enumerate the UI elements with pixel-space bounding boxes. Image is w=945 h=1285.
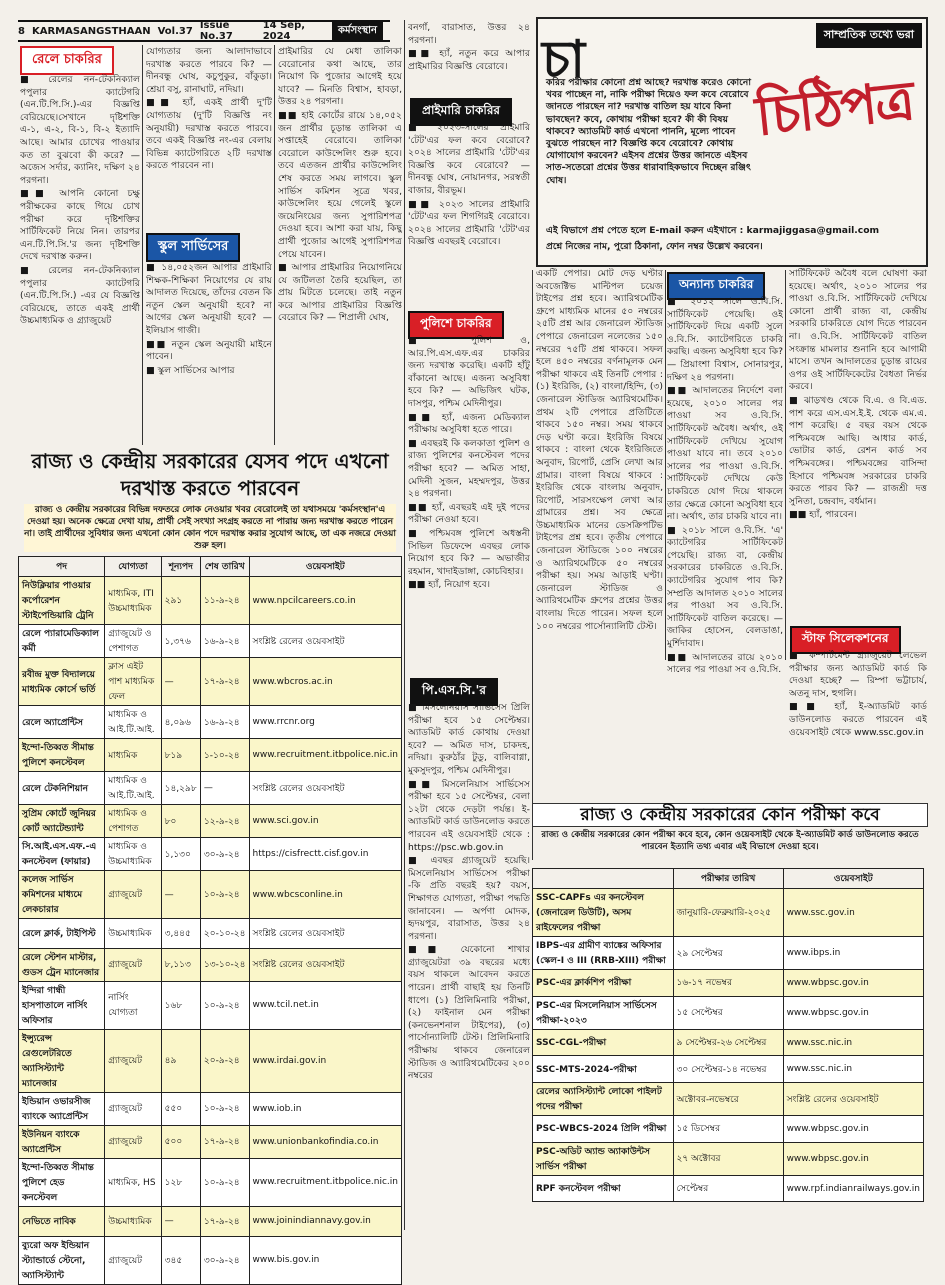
table-cell: SSC-CAPFs এর কনস্টেবল (জেনারেল ডিউটি), অসম রাইফেলের পরীক্ষা [533, 889, 674, 937]
date: 14 Sep, 2024 [262, 20, 306, 42]
table-cell: ইন্দো-তিব্বত সীমান্ত পুলিশে কনস্টেবল [19, 739, 105, 772]
table-cell: ৪,০৯৬ [161, 706, 200, 739]
qna-note: প্রশ্নে নিজের নাম, পুরো ঠিকানা, ফোন নম্বর উল্লেখ করবেন। [546, 241, 763, 252]
table-cell: নিউক্লিয়ার পাওয়ার কর্পোরেশন স্টাইপেন্ডিয়ারি ট্রেনি [19, 577, 105, 625]
column-5 [536, 268, 663, 858]
table-row [19, 1092, 402, 1125]
qa-text: সার্টিফিকেট অবৈধ বলে ঘোষণা করা হয়েছে। অর্থাৎ, ২০১০ সালের পর পাওয়া ও.বি.সি. সার্টিফিকেট দেখিয়ে কোনো প্রার্থী রাজ্য বা, কেন্দ্রীয় সরকারি চাকরিতে যোগ দিতে পারবেন না। ও.বি.সি. সার্টিফিকেট বাতিল সংক্রান্ত মামলার শুনানি হবে আগামী মাসে। তখন আদালতের চূড়ান্ত রায়ের ওপর ওই সার্টিফিকেটের বৈধতা নির্ভর করবে। [789, 268, 927, 393]
table-cell: ১০-৯-২৪ [200, 1158, 249, 1206]
table-cell: ইন্স্যুরেন্স রেগুলেটরিতে অ্যাসিস্ট্যান্ট ম্যানেজার [19, 1029, 105, 1092]
table-cell: ২৯১ [161, 577, 200, 625]
table-cell: https://cisfrectt.cisf.gov.in [249, 838, 401, 871]
table-row [19, 772, 402, 805]
table-cell: মাধ্যমিক ও আই.টি.আই. [105, 772, 161, 805]
col-header: যোগ্যতা [105, 557, 161, 577]
table-cell: ১২৮ [161, 1158, 200, 1206]
qa-text: ■■ আদালতের রায়ে ২০১০ সালের পর পাওয়া সব ও.বি.সি. [667, 651, 783, 676]
table-cell: ১৬-১৭ নভেম্বর [673, 970, 783, 997]
table-cell: উচ্চমাধ্যমিক [105, 919, 161, 949]
table-row [533, 996, 924, 1029]
qa-text: বনগাঁ, বারাসাত, উত্তর ২৪ পরগনা। [408, 22, 530, 46]
column-7a [789, 268, 927, 624]
col-header [533, 869, 674, 889]
table-cell: www.tcil.net.in [249, 981, 401, 1029]
table-cell: ৩,৪৪৫ [161, 919, 200, 949]
vacancy-table [18, 556, 402, 1285]
masthead: কর্মসংস্থান [332, 22, 383, 41]
table-row [533, 1142, 924, 1175]
page-header [18, 20, 390, 42]
table-cell: www.ssc.nic.in [783, 1029, 923, 1056]
table-cell: সংশ্লিষ্ট রেলের ওয়েবসাইট [249, 772, 401, 805]
table-cell: রেলে ক্লার্ক, টাইপিস্ট [19, 919, 105, 949]
table-row [533, 1029, 924, 1056]
qa-text: ■■ হ্যাঁ, এজন্য মেডিক্যাল পরীক্ষায় অসুবিধা হতে পারে। [408, 411, 530, 436]
column-1 [20, 74, 140, 444]
table-row [19, 706, 402, 739]
section-psc: পি.এস.সি.'র [410, 678, 498, 706]
table-cell: www.joinindiannavy.gov.in [249, 1206, 401, 1236]
qa-text: ■ ২০২৩-সালের প্রাইমারি 'টেট'এর ফল কবে বেরোবে? ২০২৪ সালের প্রাইমারি 'টেট'এর বিজ্ঞপ্তি কবে বেরোবে? — দীনবন্ধু ঘোষ, নোয়ানগর, সরস্বতী বাজার, বীরভূম। [408, 122, 530, 196]
table-cell: ১৬৮ [161, 981, 200, 1029]
column-2 [146, 46, 272, 231]
table-cell: অক্টোবর-নভেম্বরে [673, 1083, 783, 1116]
table-cell: PSC-এর মিসলেনিয়াস সার্ভিসেস পরীক্ষা-২০২৩ [533, 996, 674, 1029]
table-cell: SSC-MTS-2024-পরীক্ষা [533, 1056, 674, 1083]
table-cell: ইন্দিরা গান্ধী হাসপাতালে নার্সিং অফিসার [19, 981, 105, 1029]
table-cell: উচ্চমাধ্যমিক [105, 1206, 161, 1236]
table-cell: ১০-৯-২৪ [200, 871, 249, 919]
table-cell: www.wbpsc.gov.in [783, 1116, 923, 1143]
qa-text: যোগ্যতার জন্য আলাদাভাবে দরখাস্ত করতে পারবে কি? — দীনবন্ধু ঘোষ, কচুপুকুর, বাঁকুড়া। শ্রেয়া বসু, রানাঘাট, নদিয়া। [146, 46, 272, 95]
table-cell: ১,৩৭৬ [161, 625, 200, 658]
table-row [19, 871, 402, 919]
table-cell: সেপ্টেম্বর [673, 1175, 783, 1202]
qa-text: একটি পেপার। মোট দেড় ঘণ্টার অবজেক্টিভ মাল্টিপল চয়েজ টাইপের প্রশ্ন হবে। অ্যারিথমেটিক গ্রুপে মাধ্যমিক মানের ৫০ নম্বরের ২৫টি প্রশ্ন আর জেনারেল স্টাডিজ পেপারে জেনারেল নলেজের ১৫০ নম্বরের ৭৫টি প্রশ্ন থাকবে। সফল হলে ৪৫০ নম্বরের বর্ণনামূলক মেন পরীক্ষা থাকবে এই তিনটি পেপার : (১) ইংরিজি, (২) বাংলা/হিন্দি, (৩) জেনারেল স্টাডিজ অ্যারিথমেটিক। প্রথম ২টি পেপারে প্রতিটিতে থাকবে ১৫০ নম্বর। সময় থাকবে দেড় ঘণ্টা করে। ইংরিজি বিষয়ে থাকবে : বাংলা থেকে ইংরিজিতে অনুবাদ, রিপোর্ট, প্রেসি লেখা আর গ্রামার। বাংলা বিষয়ে থাকবে : ইংরিজি থেকে বাংলায় অনুবাদ, রিপোর্ট, সারসংক্ষেপ লেখা আর গ্রামারের প্রশ্ন। সব ক্ষেত্রে উচ্চমাধ্যমিক মানের ডেসক্রিপটিভ টাইপের প্রশ্ন হবে। তৃতীয় পেপারে জেনারেল স্টাডিজে ১০০ নম্বরের ও অ্যারিথমেটিকে ৫০ নম্বরের পরীক্ষা হয়। সময় আড়াই ঘণ্টা। জেনারেল স্টাডিজ ও অ্যারিথমেটিক গ্রুপের প্রশ্নের উত্তর বাংলায় দিতে পারেন। সফল হলে ১০০ নম্বরের পার্সোন্যালিটি টেস্ট। [536, 268, 663, 632]
table-cell: ১৪,২৯৮ [161, 772, 200, 805]
col-header: শূন্যপদ [161, 557, 200, 577]
table-cell: মাধ্যমিক ও পেশাগত [105, 805, 161, 838]
qna-title-stylized: চিঠিপত্র [752, 67, 916, 149]
qa-text: ■■ মিসলেনিয়াস সার্ভিসেস পরীক্ষা হবে ১৫ সেপ্টেম্বর, বেলা ১২টা থেকে দেড়টা পর্যন্ত। ই-অ্যাডমিট কার্ড ডাউনলোড করতে পারবেন এই ওয়েবসাইট থেকে : https://psc.wb.gov.in [408, 778, 530, 853]
volume: Vol.37 [157, 25, 193, 37]
table-cell: সুপ্রিম কোর্টে জুনিয়র কোর্ট অ্যাটেন্ড্যান্ট [19, 805, 105, 838]
table-cell: www.ssc.gov.in [783, 889, 923, 937]
table-cell: www.irdai.gov.in [249, 1029, 401, 1092]
table-cell: সংশ্লিষ্ট রেলের ওয়েবসাইট [249, 919, 401, 949]
table-row [19, 739, 402, 772]
table-cell: গ্র্যাজুয়েট [105, 1029, 161, 1092]
table-row [19, 1158, 402, 1206]
table-cell: ৩০-৯-২৪ [200, 1236, 249, 1284]
table-cell: www.rrcnr.org [249, 706, 401, 739]
qa-text: ■■ হ্যাঁ, এবছরই এই দুই পদের পরীক্ষা নেওয়া হবে। [408, 501, 530, 526]
table-cell: রবীন্দ্র মুক্ত বিদ্যালয়ে মাধ্যমিক কোর্সে ভর্তি [19, 658, 105, 706]
table-cell: ১৩-১০-২৪ [200, 948, 249, 981]
table-cell: ১২-৯-২৪ [200, 805, 249, 838]
qa-text: ■■ হ্যাঁ, নিয়োগ হবে। [408, 579, 491, 591]
table-cell: ৯ সেপ্টেম্বর-২৬ সেপ্টেম্বর [673, 1029, 783, 1056]
column-4b [408, 122, 530, 308]
section-staff: স্টাফ সিলেকশনের [790, 626, 901, 654]
table-cell: ১০-৯-২৪ [200, 1092, 249, 1125]
col-header: ওয়েবসাইট [249, 557, 401, 577]
table-cell: ইন্দো-তিব্বত সীমান্ত পুলিশে হেড কনস্টেবল [19, 1158, 105, 1206]
table-cell: ৮০ [161, 805, 200, 838]
table-cell: www.bis.gov.in [249, 1236, 401, 1284]
table-cell: ৮,১১৩ [161, 948, 200, 981]
table-cell: www.wbpsc.gov.in [783, 1142, 923, 1175]
table-cell: সংশ্লিষ্ট রেলের ওয়েবসাইট [249, 625, 401, 658]
qa-text: ■■ যেকোনো শাখার গ্র্যাজুয়েটরা ৩৯ বছরের মধ্যে বয়স থাকলে আবেদন করতে পারেন। প্রার্থী বাছাই হয় তিনটি ধাপে। (১) প্রিলিমিনারি পরীক্ষা, (২) ফাইনাল মেন পরীক্ষা (কনভেনশনাল টাইপের), (৩) পার্সোন্যালিটি টেস্ট। প্রিলিমিনারি পরীক্ষায় থাকবে জেনারেল স্টাডিজ ও অ্যারিথমেটিকের ২০০ নম্বরের [408, 944, 530, 1082]
table-cell: ৪৯ [161, 1029, 200, 1092]
column-2b [146, 262, 272, 444]
big-letter: চা [542, 29, 586, 90]
table-row [19, 1206, 402, 1236]
table-cell: ব্যুরো অফ ইন্ডিয়ান স্ট্যান্ডার্ডে স্টেনো, অ্যাসিস্ট্যান্ট [19, 1236, 105, 1284]
table-cell: ১৭-৯-২৪ [200, 1206, 249, 1236]
table-row [533, 889, 924, 937]
table-cell: ৫০০ [161, 1125, 200, 1158]
column-6 [667, 296, 783, 858]
table-cell: ১৫ সেপ্টেম্বর [673, 996, 783, 1029]
table-header-row [533, 869, 924, 889]
table-cell: www.wbpsc.gov.in [783, 996, 923, 1029]
table-cell: ১৬-৯-২৪ [200, 706, 249, 739]
table-cell: SSC-CGL-পরীক্ষা [533, 1029, 674, 1056]
table-cell: গ্র্যাজুয়েট [105, 948, 161, 981]
table-cell: — [200, 772, 249, 805]
qa-text: ■ ২০১২ সালে ও.বি.সি. সার্টিফিকেট পেয়েছি। ওই সার্টিফিকেট দিয়ে একটি সুলে ও.বি.সি. ক্যাটেগরিতে চাকরি করছি। এজন্য অসুবিধা হবে কি? — প্রিয়াংশা বিশ্বাস, সোনারপুর, দক্ষিণ ২৪ পরগনা। [667, 296, 783, 383]
col-header: পরীক্ষার তারিখ [673, 869, 783, 889]
qa-text: ■■ হ্যাঁ, ই-অ্যাডমিট কার্ড ডাউনলোড করতে পারবেন এই ওয়েবসাইট থেকে www.ssc.gov.in [789, 701, 927, 738]
table-cell: IBPS-এর গ্রামীণ ব্যাঙ্কের অফিসার (স্কেল-I ও III (RRB-XIII) পরীক্ষা [533, 937, 674, 970]
column-rule [532, 270, 533, 860]
table-cell: রেলে স্টেশন মাস্টার, গুডস ট্রেন ম্যানেজার [19, 948, 105, 981]
column-rule [274, 45, 275, 445]
qa-text: প্রাইমারির যে মেধা তালিকা বেরোনোর কথা আছে, তার নিয়োগ কি পুজোর আগেই হয়ে যাবে? — মিনতি বিশ্বাস, হাবড়া, উত্তর ২৪ পরগনা। [278, 46, 402, 108]
table-cell: মাধ্যমিক, ITI উচ্চমাধ্যমিক [105, 577, 161, 625]
table-cell: PSC-এর ক্লার্কশিপ পরীক্ষা [533, 970, 674, 997]
table-cell: কলেজ সার্ভিস কমিশনের মাধ্যমে লেকচারার [19, 871, 105, 919]
table-cell: ১৭-৯-২৪ [200, 1125, 249, 1158]
qa-text: ■ রেলের নন-টেকনিক্যাল পপুলার ক্যাটেগরি (এন.টি.পি.সি.)-এর বিজ্ঞপ্তি বেরিয়েছে।সেখানে দৃষ্টিশক্তি এ-১, এ-২, বি-১, বি-২ ইত্যাদি আছে। আমার চোখের পাওয়ার কত তা বুঝবো কী করে? — অজেস সর্দার, ক্যানিং, দক্ষিণ ২৪ পরগনা। [20, 74, 140, 186]
table-cell: ৫৫০ [161, 1092, 200, 1125]
table-row [533, 937, 924, 970]
table-cell: রেলে টেকনিশিয়ান [19, 772, 105, 805]
table-cell: ১৬-৯-২৪ [200, 625, 249, 658]
table-row [19, 577, 402, 625]
table-cell: www.sci.gov.in [249, 805, 401, 838]
qa-text: ■ স্কুল সার্ভিসের আপার [146, 364, 235, 376]
table-cell: ১,১৩০ [161, 838, 200, 871]
table-row [19, 981, 402, 1029]
table-cell: ১১-৯-২৪ [200, 577, 249, 625]
table-cell: www.unionbankofindia.co.in [249, 1125, 401, 1158]
table-cell: ৮১৯ [161, 739, 200, 772]
qa-text: ■ রেলের নন-টেকনিক্যাল পপুলার ক্যাটেগরি (এন.টি.পি.সি.) -এর যে বিজ্ঞপ্তি বেরিয়েছে, তাতে একই প্রার্থী উচ্চমাধ্যমিক ও গ্র্যাজুয়েট [20, 264, 140, 327]
table-row [19, 1125, 402, 1158]
table-cell: ৩০ সেপ্টেম্বর-১৪ নভেম্বর [673, 1056, 783, 1083]
column-4c [408, 335, 530, 675]
table-row [19, 838, 402, 871]
issue: Issue No.37 [199, 20, 233, 42]
page-number: 8 [18, 25, 25, 37]
column-7b [789, 650, 927, 860]
section-other: অন্যান্য চাকরির [667, 272, 765, 300]
table-row [533, 970, 924, 997]
column-rule [142, 45, 143, 445]
column-rule [665, 270, 666, 660]
table-cell: ১৫ ডিসেম্বর [673, 1116, 783, 1143]
table-cell: গ্র্যাজুয়েট [105, 1125, 161, 1158]
paper-name: KARMASANGSTHAAN [31, 25, 151, 37]
table-cell: রেলে প্যারামেডিক্যাল কর্মী [19, 625, 105, 658]
table-cell: PSC-অডিট অ্যান্ড অ্যাকাউন্টস সার্ভিস পরীক্ষা [533, 1142, 674, 1175]
qa-text: ■■ আপনি কোনো চক্ষু পরীক্ষকের কাছে গিয়ে চোখ পরীক্ষা করে দৃষ্টিশক্তির সার্টিফিকেট নিয়ে নিন। তারপর এন.টি.পি.সি.'র জন্য দৃষ্টিশক্তি দেখে দরখাস্ত করুন। [20, 188, 140, 263]
table-row [19, 948, 402, 981]
table-cell: www.recruitment.itbpolice.nic.in [249, 1158, 401, 1206]
qa-text: ■ মিসলেনিয়াস সার্ভিসেস প্রিলি পরীক্ষা হবে ১৫ সেপ্টেম্বর। অ্যাডমিট কার্ড কোথায় দেওয়া হবে? — অমিত দাস, চাকদহ, নদিয়া। কুরুঠাঁর টুডু, বালিবাগ্না, মুকসুদপুর, পশ্চিম মেদিনীপুর। [408, 702, 530, 776]
table-cell: www.wbcsconline.in [249, 871, 401, 919]
column-4a [408, 22, 530, 97]
table-cell: PSC-WBCS-2024 প্রিলি পরীক্ষা [533, 1116, 674, 1143]
qa-text: ■■ হ্যাঁ, একই প্রার্থী দু'টি যোগ্যতায় (দু'টি বিজ্ঞপ্তি নং অনুযায়ী) দরখাস্ত করতে পারবে। তবে একই বিজ্ঞপ্তি নং-এর বেলায় বিভিন্ন ক্যাটেগরিতে ২টি দরখাস্ত করতে পারবেন না। [146, 97, 272, 172]
table-cell: সংশ্লিষ্ট রেলের ওয়েবসাইট [783, 1083, 923, 1116]
table-cell: www.wbpsc.gov.in [783, 970, 923, 997]
col-header: শেষ তারিখ [200, 557, 249, 577]
table-cell: ইউনিয়ন ব্যাংকে অ্যাপ্রেন্টিস [19, 1125, 105, 1158]
table-row [19, 625, 402, 658]
qa-text: ■■ হ্যাঁ, নতুন করে আপার প্রাইমারির বিজ্ঞপ্তি বেরোবে। [408, 48, 530, 72]
qa-text: ■■ ২০২৩ সালের প্রাইমারি 'টেট'এর ফল শিগগিরই বেরোবে। ২০২৪ সালের প্রাইমারি 'টেট'এর বিজ্ঞপ্তি এবছরই বেরোবে। [408, 198, 530, 248]
table-row [19, 1236, 402, 1284]
qna-email: এই বিভাগে প্রশ্ন পেতে হলে E-mail করুন এইখানে : karmajiggasa@gmail.com [546, 225, 880, 236]
section-police: পুলিশে চাকরির [408, 311, 504, 339]
table-cell: সি.আই.এস.এফ.-এ কনস্টেবল (ফায়ার) [19, 838, 105, 871]
table-row [19, 805, 402, 838]
qa-text: ■■ হাই কোর্টের রায়ে ১৪,০৫২ জন প্রার্থীর চূড়ান্ত তালিকা এ সপ্তাহেই বেরোবে। তালিকা বেরোলে কাউন্সেলিং শুরু হবে। তবে এতজন প্রার্থীর কাউন্সেলিং শেষ করতে সময় লাগবে। স্কুল সার্ভিস কমিশন সূত্রে খবর, কাউন্সেলিং হয়ে গেলেই স্কুলে জয়েনিংয়ের জন্য সুপারিশপত্র দেওয়া হবে। আশা করা যায়, কিছু প্রার্থী পুজোর আগেই সুপারিশপত্র পেয়ে যাবেন। [278, 109, 402, 260]
table-cell: মাধ্যমিক ও আই.টি.আই. [105, 706, 161, 739]
qa-text: ■ পুলিশ ও, আর.পি.এস.এফ.এর চাকরির জন্য দরখাস্ত করেছি। একটি হাঁটু বাঁকানো আছে। এজন্য অসুবিধা হবে কি? — অভিজিৎ ঘটক, দাসপুর, পশ্চিম মেদিনীপুর। [408, 335, 530, 409]
table-row [19, 919, 402, 949]
col-header: পদ [19, 557, 105, 577]
section-primary: প্রাইমারি চাকরির [410, 98, 512, 126]
table-cell: www.ssc.nic.in [783, 1056, 923, 1083]
column-rule [785, 270, 786, 660]
qa-text: ■ ঝাড়খণ্ড থেকে বি.এ. ও বি.এড. পাশ করে এস.এস.ই.ই. থেকে এম.এ. পাশ করেছি। ৫ বছর বয়স থেকে পশ্চিমবঙ্গে আছি। আধার কার্ড, ভোটার কার্ড, রেশন কার্ড সব পশ্চিমবঙ্গের। পশ্চিমবঙ্গের বাসিন্দা হিসাবে পশ্চিমবঙ্গ সরকারের চাকরি করতে পারব কি? — রাজশ্রী দত্ত সুনিতা, চন্দ্রবাদ, বর্ধমান। [789, 394, 927, 507]
section-school: স্কুল সার্ভিসের [146, 233, 240, 262]
table-cell: www.wbcros.ac.in [249, 658, 401, 706]
table-cell: ক্লাস এইট পাশ মাধ্যমিক ফেল [105, 658, 161, 706]
qa-text: ■■ নতুন স্কেল অনুযায়ী মাইনে পাবেন। [146, 338, 272, 363]
table-cell: রেলের অ্যাসিস্ট্যান্ট লোকো পাইলট পদের পরীক্ষা [533, 1083, 674, 1116]
vacancy-intro: রাজ্য ও কেন্দ্রীয় সরকারের বিভিন্ন দফতরে লোক নেওয়ার খবর বেরোলেই তা যথাসময়ে 'কর্মসংস্থান'এ দেওয়া হয়। অনেক ক্ষেত্রে দেখা যায়, প্রার্থী সেই সংখ্যা সংগ্রহ করতে না পারায় জন্য দরখাস্ত করতে পারেন না। তাই প্রার্থীদের সুবিধার জন্য এখনো কোন কোন পদে দরখাস্ত করার সুযোগ আছে, তা এক নজরে দেওয়া শুরু হল। [24, 505, 396, 551]
table-cell: মাধ্যমিক ও উচ্চমাধ্যমিক [105, 838, 161, 871]
table-cell: গ্র্যাজুয়েট [105, 871, 161, 919]
table-cell: গ্র্যাজুয়েট ও পেশাগত [105, 625, 161, 658]
vacancy-headline: রাজ্য ও কেন্দ্রীয় সরকারের যেসব পদে এখনো দরখাস্ত করতে পারবেন [31, 449, 389, 500]
table-row [19, 658, 402, 706]
table-cell: মাধ্যমিক, HS [105, 1158, 161, 1206]
table-cell: ১৭-৯-২৪ [200, 658, 249, 706]
qa-text: ■ কম্পার্টমেন্ট গ্র্যাজুয়েট লেভেল পরীক্ষার জন্য অ্যাডমিট কার্ড কি দেওয়া হচ্ছে? — রিম্পা ভট্টাচার্য, অতনু দাস, হুগলি। [789, 650, 927, 699]
table-cell: — [161, 658, 200, 706]
exams-intro: রাজ্য ও কেন্দ্রীয় সরকারের কোন পরীক্ষা কবে হবে, কোন ওয়েবসাইট থেকে ই-অ্যাডমিট কার্ড ডাউনলোড করতে পারবেন ইত্যাদি তথ্য এবার এই বিভাগে দেওয়া হবে। [541, 830, 919, 852]
column-4d [408, 702, 530, 1230]
table-cell: ইন্ডিয়ান ওভারসীজ ব্যাংকে অ্যাপ্রেন্টিস [19, 1092, 105, 1125]
qa-text: ■ ২০১৮ সালে ও.বি.সি. 'এ' ক্যাটেগরির সার্টিফিকেট পেয়েছি। রাজ্য বা, কেন্দ্রীয় সরকারের চাকরিতে ও.বি.সি. ক্যাটেগরির সুযোগ পাব কি? সম্প্রতি আদালত ২০১০ সালের পর পাওয়া সব ও.বি.সি. সার্টিফিকেট বাতিল করেছে। — জাকির হোসেন, বেলডাঙা, মুর্শিদাবাদ। [667, 524, 783, 650]
table-cell: ১০-৯-২৪ [200, 981, 249, 1029]
qa-text: ■ পশ্চিমবঙ্গ পুলিশে অধস্তনী সিভিল ডিফেন্সে এবছর লোক নিয়োগ হবে কি? — অভাজীর রহমান, খাদাইডাঙ্গা, কোচবিহার। [408, 527, 530, 577]
table-cell: www.ibps.in [783, 937, 923, 970]
table-cell: — [161, 1206, 200, 1236]
table-row [533, 1083, 924, 1116]
exams-table [532, 868, 924, 1202]
qa-text: ■■ হ্যাঁ, পারবেন। [789, 509, 857, 521]
section-rail: রেলে চাকরির [20, 46, 114, 75]
table-row [19, 1029, 402, 1092]
table-cell: ২০-১০-২৪ [200, 919, 249, 949]
qa-text: ■ এবছরই কি কলকাতা পুলিশ ও রাজ্য পুলিশের কনস্টেবল পদের পরীক্ষা হবে? — অমিত সাহা, মেদিনী সুজন, মহম্মদপুর, উত্তর ২৪ পরগনা। [408, 437, 530, 500]
table-cell: ২০-৯-২৪ [200, 1029, 249, 1092]
table-cell: ১-১০-২৪ [200, 739, 249, 772]
table-cell: রেলে অ্যাপ্রেন্টিস [19, 706, 105, 739]
table-cell: ২৯ সেপ্টেম্বর [673, 937, 783, 970]
table-row [533, 1175, 924, 1202]
qa-text: ■ আপার প্রাইমারির নিয়োগনিয়ে যে জটিলতা তৈরি হয়েছিল, তা প্রায় মিটতে চলেছে। তাই নতুন করে আপার প্রাইমারির বিজ্ঞপ্তি বেরোবে কি? — শিপ্রালী ঘোষ, [278, 262, 402, 324]
qna-box [536, 17, 928, 267]
exams-headline: রাজ্য ও কেন্দ্রীয় সরকারের কোন পরীক্ষা কবে [532, 803, 928, 827]
column-rule [404, 20, 405, 1230]
table-cell: — [161, 871, 200, 919]
table-row [533, 1056, 924, 1083]
qa-text: ■ এবছর গ্র্যাজুয়েট হয়েছি। মিসলেনিয়াস সার্ভিসেস পরীক্ষা -কি প্রতি বছরই হয়? বয়স, শিক্ষাগত যোগ্যতা, পরীক্ষা পদ্ধতি জানাবেন। — অর্পণা মোদক, হৃদয়পুর, বারাসাত, উত্তর ২৪ পরগনা। [408, 855, 530, 942]
table-cell: www.iob.in [249, 1092, 401, 1125]
table-cell: www.npcilcareers.co.in [249, 577, 401, 625]
table-cell: নেভিতে নাবিক [19, 1206, 105, 1236]
qa-text: ■ ১৪,০৫২জন আপার প্রাইমারি শিক্ষক-শিক্ষিকা নিয়োগের যে রায় আদালত দিয়েছে, তাঁদের বেতন কি নতুন স্কেল অনুযায়ী হবে? না আগের স্কেল অনুযায়ী হবে? — ইলিয়াস গাজী। [146, 262, 272, 336]
table-cell: মাধ্যমিক [105, 739, 161, 772]
table-cell: জানুয়ারি-ফেব্রুয়ারি-২০২৫ [673, 889, 783, 937]
recent-badge: সাম্প্রতিক তথ্যে ভরা [816, 23, 922, 48]
table-row [533, 1116, 924, 1143]
column-3 [278, 46, 402, 444]
table-cell: ৩০-৯-২৪ [200, 838, 249, 871]
table-cell: ২৭ অক্টোবর [673, 1142, 783, 1175]
table-cell: ৩৪৫ [161, 1236, 200, 1284]
qa-text: ■■ আদালতের নির্দেশে বলা হয়েছে, ২০১০ সালের পর পাওয়া সব ও.বি.সি. সার্টিফিকেট অবৈধ। অর্থাৎ, ওই সার্টিফিকেট দেখিয়ে সুযোগ পাওয়া যাবে না। তবে ২০১০ সালের পর পাওয়া ও.বি.সি. সার্টিফিকেট দেখিয়ে কেউ চাকরিতে যোগ দিয়ে থাকলে তার ক্ষেত্রে কোনো অসুবিধা হবে না। অর্থাৎ, তার চাকরি যাবে না। [667, 385, 783, 523]
table-cell: গ্র্যাজুয়েট [105, 1092, 161, 1125]
col-header: ওয়েবসাইট [783, 869, 923, 889]
table-cell: RPF কনস্টেবল পরীক্ষা [533, 1175, 674, 1202]
table-cell: www.recruitment.itbpolice.nic.in [249, 739, 401, 772]
table-cell: সংশ্লিষ্ট রেলের ওয়েবসাইট [249, 948, 401, 981]
table-cell: গ্র্যাজুয়েট [105, 1236, 161, 1284]
table-cell: নার্সিং যোগ্যতা [105, 981, 161, 1029]
qna-intro: করির পরীক্ষার কোনো প্রশ্ন আছে? দরখাস্ত করেও কোনো খবর পাচ্ছেন না, নাকি পরীক্ষা দিয়েও ফল কবে বেরোবে জানতে পারছেন না? দরখাস্ত বাতিল হয় যাবে কিনা ভাবছেন? কবে, কোথায় পরীক্ষা হবে? কী কী বিষয় থাকবে? অ্যাডমিট কার্ড এখনো পাননি, মূল্যে পাবেন বুঝতে পারছেন না? বিজ্ঞপ্তি কবে বেরোবে? কোথায় যোগাযোগ করবেন? এইসব প্রশ্নের উত্তর জানতে এইসব সাত-সতেরো প্রশ্নের উত্তর ধারাবাহিকভাবে দিচ্ছেন রঞ্জিৎ ঘোষ। [546, 77, 752, 186]
table-cell: www.rpf.indianrailways.gov.in [783, 1175, 923, 1202]
table-header-row [19, 557, 402, 577]
